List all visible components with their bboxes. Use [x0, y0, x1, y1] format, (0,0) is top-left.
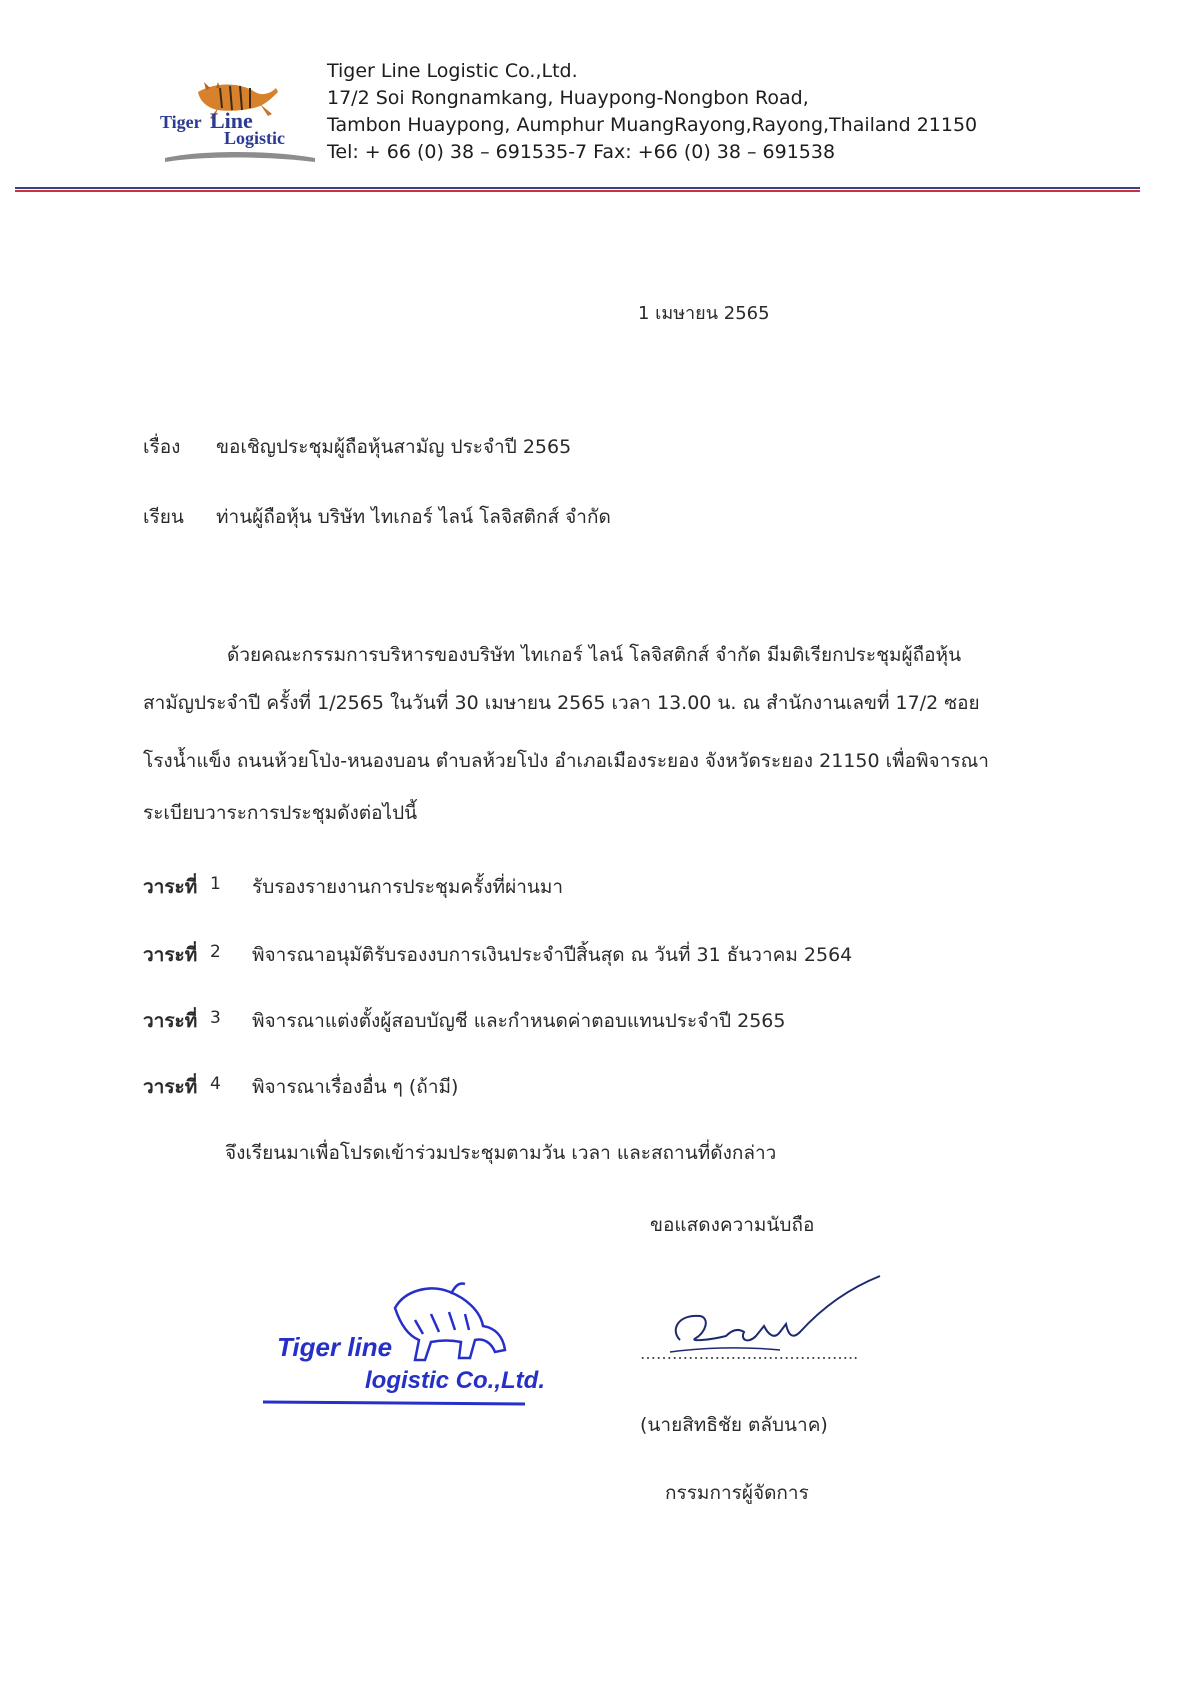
agenda-item-text: พิจารณาเรื่องอื่น ๆ (ถ้ามี) [252, 1076, 459, 1098]
subject-text: ขอเชิญประชุมผู้ถือหุ้นสามัญ ประจำปี 2565 [216, 436, 572, 458]
body-line: ด้วยคณะกรรมการบริหารของบริษัท ไทเกอร์ ไลน์ โลจิสติกส์ จำกัด มีมติเรียกประชุมผู้ถือหุ้น [227, 644, 962, 666]
company-address-line-2: Tambon Huaypong, Aumphur MuangRayong,Rayong,Thailand 21150 [327, 114, 978, 136]
recipient-label: เรียน [143, 506, 184, 528]
body-line: สามัญประจำปี ครั้งที่ 1/2565 ในวันที่ 30 เมษายน 2565 เวลา 13.00 น. ณ สำนักงานเลขที่ 17/2 ซอย [143, 692, 980, 714]
company-contact: Tel: + 66 (0) 38 – 691535-7 Fax: +66 (0) 38 – 691538 [327, 141, 836, 163]
body-line: ระเบียบวาระการประชุมดังต่อไปนี้ [143, 802, 418, 824]
agenda-label: วาระที่ [143, 876, 198, 898]
signer-name: (นายสิทธิชัย ตลับนาค) [640, 1414, 828, 1436]
svg-text:Line: Line [210, 108, 253, 133]
tiger-stamp-icon [395, 1283, 505, 1360]
signer-title: กรรมการผู้จัดการ [665, 1482, 809, 1504]
letterhead-divider-red [15, 190, 1140, 192]
agenda-number: 1 [210, 874, 221, 894]
subject-label: เรื่อง [143, 436, 181, 458]
agenda-label: วาระที่ [143, 1076, 198, 1098]
agenda-item-text: รับรองรายงานการประชุมครั้งที่ผ่านมา [252, 876, 564, 898]
regards: ขอแสดงความนับถือ [650, 1214, 815, 1236]
svg-text:Tiger: Tiger [160, 112, 202, 132]
company-stamp [255, 1280, 565, 1410]
agenda-label: วาระที่ [143, 944, 198, 966]
agenda-number: 4 [210, 1074, 221, 1094]
agenda-item-text: พิจารณาแต่งตั้งผู้สอบบัญชี และกำหนดค่าตอบแทนประจำปี 2565 [252, 1010, 786, 1032]
agenda-label: วาระที่ [143, 1010, 198, 1032]
closing-sentence: จึงเรียนมาเพื่อโปรดเข้าร่วมประชุมตามวัน เวลา และสถานที่ดังกล่าว [225, 1142, 777, 1164]
agenda-item-text: พิจารณาอนุมัติรับรองงบการเงินประจำปีสิ้นสุด ณ วันที่ 31 ธันวาคม 2564 [252, 944, 853, 966]
signature-line: ………………………………….. [640, 1344, 859, 1363]
agenda-number: 2 [210, 942, 221, 962]
recipient-text: ท่านผู้ถือหุ้น บริษัท ไทเกอร์ ไลน์ โลจิสติกส์ จำกัด [216, 506, 611, 528]
letter-date: 1 เมษายน 2565 [638, 303, 770, 324]
svg-text:logistic Co.,Ltd.: logistic Co.,Ltd. [365, 1367, 545, 1394]
svg-text:Logistic: Logistic [224, 128, 285, 148]
company-name: Tiger Line Logistic Co.,Ltd. [327, 60, 578, 82]
svg-text:Tiger line: Tiger line [277, 1332, 393, 1362]
agenda-number: 3 [210, 1008, 221, 1028]
letterhead-divider-blue [15, 187, 1140, 189]
letterhead-info [327, 58, 977, 166]
company-logo [160, 80, 320, 170]
company-address-line-1: 17/2 Soi Rongnamkang, Huaypong-Nongbon Road, [327, 87, 809, 109]
body-line: โรงน้ำแข็ง ถนนห้วยโป่ง-หนองบอน ตำบลห้วยโป่ง อำเภอเมืองระยอง จังหวัดระยอง 21150 เพื่อพิจารณา [143, 750, 989, 772]
